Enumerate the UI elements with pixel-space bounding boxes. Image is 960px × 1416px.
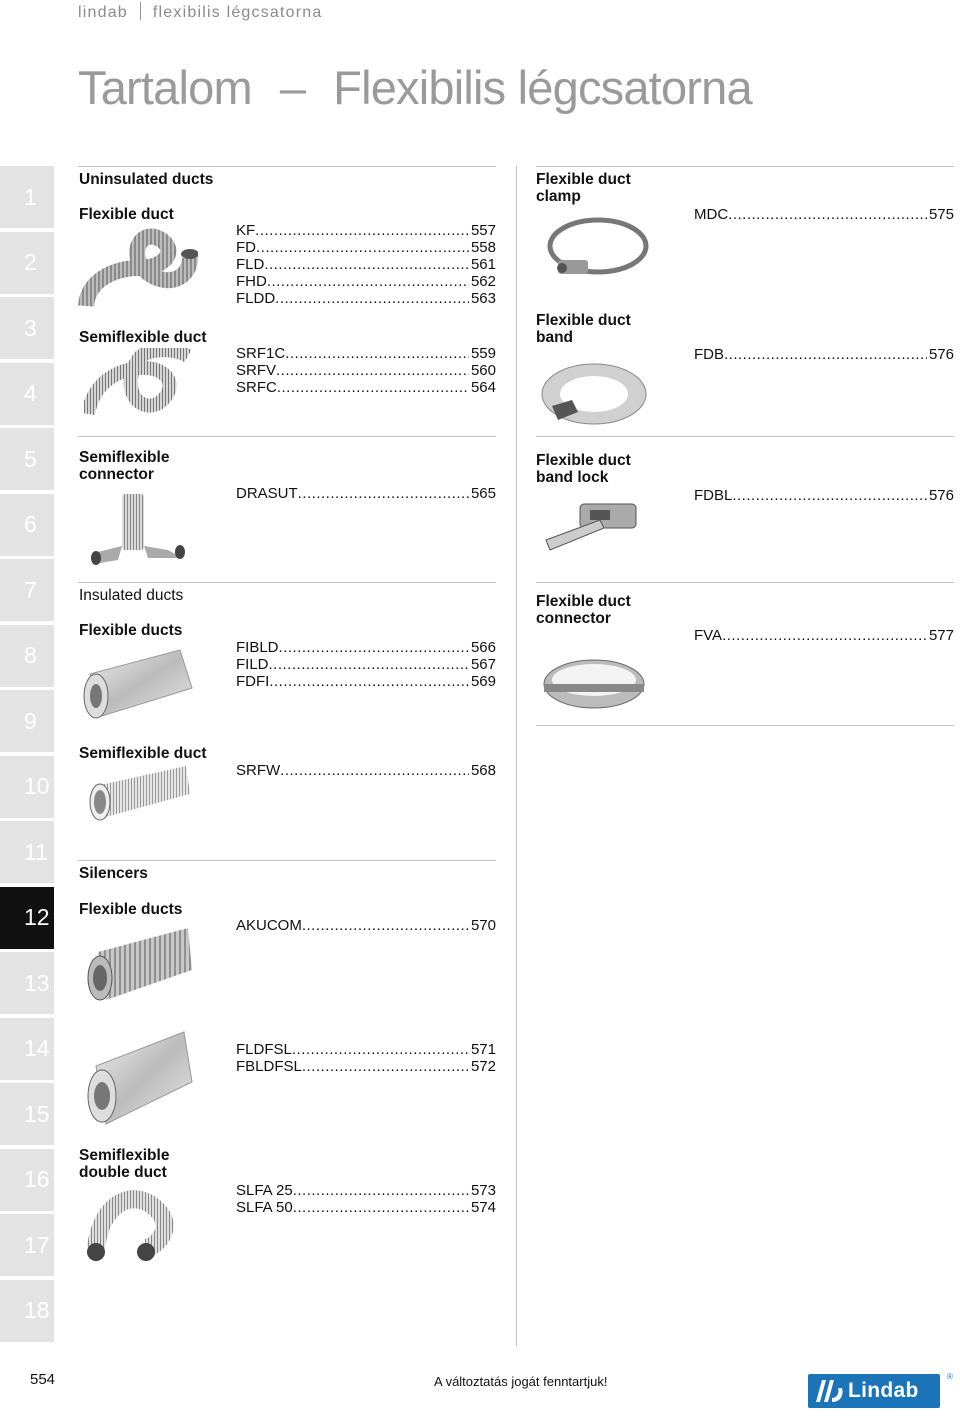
code-page: 572 bbox=[470, 1058, 496, 1075]
code-entry[interactable] bbox=[694, 346, 954, 363]
code-name: FILD bbox=[236, 656, 269, 673]
section-rule bbox=[536, 436, 954, 437]
code-name: SLFA 50 bbox=[236, 1199, 293, 1216]
leader-dots bbox=[275, 290, 469, 307]
code-page: 567 bbox=[470, 656, 496, 673]
connector-codes bbox=[694, 627, 954, 644]
band-lock-image bbox=[540, 496, 650, 556]
section-rule bbox=[78, 436, 496, 437]
chapter-tab-10[interactable]: 10 bbox=[0, 756, 54, 818]
code-page: 576 bbox=[928, 487, 954, 504]
leader-dots bbox=[292, 1041, 469, 1058]
band-codes bbox=[694, 346, 954, 363]
code-page: 577 bbox=[928, 627, 954, 644]
code-entry[interactable] bbox=[236, 656, 496, 673]
semiflexible-ins-codes bbox=[236, 762, 496, 779]
semiflexible-double-label-line1: Semiflexible bbox=[79, 1147, 170, 1164]
code-page: 575 bbox=[928, 206, 954, 223]
band-lock-label-line2: band lock bbox=[536, 469, 609, 486]
chapter-tab-16[interactable]: 16 bbox=[0, 1149, 54, 1211]
page-number: 554 bbox=[30, 1371, 56, 1388]
code-name: SRFV bbox=[236, 362, 277, 379]
code-entry[interactable] bbox=[694, 487, 954, 504]
code-name: SRFW bbox=[236, 762, 281, 779]
code-page: 562 bbox=[470, 273, 496, 290]
code-entry[interactable] bbox=[236, 379, 496, 396]
uninsulated-heading: Uninsulated ducts bbox=[79, 171, 214, 188]
header-brand: lindab bbox=[78, 4, 128, 21]
clamp-label-line2: clamp bbox=[536, 188, 581, 205]
section-rule bbox=[536, 582, 954, 583]
code-page: 558 bbox=[470, 239, 496, 256]
page-title bbox=[78, 60, 752, 115]
header-separator bbox=[140, 2, 141, 20]
code-entry[interactable] bbox=[236, 762, 496, 779]
code-name: FBLDFSL bbox=[236, 1058, 302, 1075]
code-name: AKUCOM bbox=[236, 917, 302, 934]
code-entry[interactable] bbox=[236, 222, 496, 239]
leader-dots bbox=[298, 485, 469, 502]
registered-mark: ® bbox=[947, 1372, 953, 1381]
semiflexible-connector-label-line1: Semiflexible bbox=[79, 449, 170, 466]
lindab-wordmark: Lindab bbox=[848, 1379, 919, 1402]
leader-dots bbox=[264, 256, 469, 273]
leader-dots bbox=[276, 362, 469, 379]
code-page: 568 bbox=[470, 762, 496, 779]
silencer-akucom-image bbox=[84, 922, 194, 1004]
flexible-ducts-label: Flexible ducts bbox=[79, 622, 183, 639]
code-page: 557 bbox=[470, 222, 496, 239]
code-name: MDC bbox=[694, 206, 729, 223]
section-rule bbox=[78, 860, 496, 861]
semiflexible-connector-codes bbox=[236, 485, 496, 502]
chapter-tab-1[interactable]: 1 bbox=[0, 166, 54, 228]
code-entry[interactable] bbox=[694, 206, 954, 223]
header-section: flexibilis légcsatorna bbox=[152, 4, 323, 21]
code-page: 571 bbox=[470, 1041, 496, 1058]
flexible-duct-codes bbox=[236, 222, 496, 307]
code-page: 564 bbox=[470, 379, 496, 396]
chapter-tab-8[interactable]: 8 bbox=[0, 625, 54, 687]
chapter-tab-6[interactable]: 6 bbox=[0, 494, 54, 556]
footer-notice: A változtatás jogát fenntartjuk! bbox=[434, 1374, 608, 1389]
band-image bbox=[538, 360, 650, 428]
insulated-flexible-ducts-image bbox=[80, 644, 194, 724]
code-entry[interactable] bbox=[236, 256, 496, 273]
leader-dots bbox=[293, 1199, 469, 1216]
code-entry[interactable] bbox=[236, 917, 496, 934]
code-entry[interactable] bbox=[236, 639, 496, 656]
connector-label bbox=[536, 593, 631, 627]
code-entry[interactable] bbox=[236, 273, 496, 290]
code-entry[interactable] bbox=[236, 1041, 496, 1058]
semiflexible-double-codes bbox=[236, 1182, 496, 1216]
leader-dots bbox=[269, 656, 469, 673]
chapter-tab-7[interactable]: 7 bbox=[0, 559, 54, 621]
code-name: FVA bbox=[694, 627, 723, 644]
semiflexible-duct-label: Semiflexible duct bbox=[79, 329, 207, 346]
code-name: FIBLD bbox=[236, 639, 279, 656]
leader-dots bbox=[256, 239, 469, 256]
band-label-line2: band bbox=[536, 329, 574, 346]
leader-dots bbox=[728, 206, 927, 223]
band-lock-label-line1: Flexible duct bbox=[536, 452, 631, 469]
semiflexible-connector-label bbox=[79, 449, 169, 483]
code-entry[interactable] bbox=[694, 627, 954, 644]
code-page: 559 bbox=[470, 345, 496, 362]
silencer-codes-2 bbox=[236, 1041, 496, 1075]
code-page: 560 bbox=[470, 362, 496, 379]
chapter-tab-17[interactable]: 17 bbox=[0, 1214, 54, 1276]
leader-dots bbox=[255, 222, 469, 239]
section-rule bbox=[78, 166, 496, 167]
code-entry[interactable] bbox=[236, 673, 496, 690]
semiflexible-double-label bbox=[79, 1147, 169, 1181]
connector-label-line2: connector bbox=[536, 610, 611, 627]
silencers-heading: Silencers bbox=[79, 865, 148, 882]
band-label bbox=[536, 312, 631, 346]
flexible-duct-label: Flexible duct bbox=[79, 206, 174, 223]
band-lock-label bbox=[536, 452, 631, 486]
code-page: 569 bbox=[470, 673, 496, 690]
leader-dots bbox=[267, 273, 469, 290]
insulated-heading: Insulated ducts bbox=[79, 587, 184, 604]
semiflexible-duct-ins-label: Semiflexible duct bbox=[79, 745, 207, 762]
code-name: FLDD bbox=[236, 290, 276, 307]
code-name: FDBL bbox=[694, 487, 733, 504]
title-dash: – bbox=[279, 61, 306, 114]
chapter-tab-12[interactable]: 12 bbox=[0, 887, 54, 949]
code-name: SRFC bbox=[236, 379, 277, 396]
leader-dots bbox=[302, 1058, 469, 1075]
code-entry[interactable] bbox=[236, 1182, 496, 1199]
code-page: 574 bbox=[470, 1199, 496, 1216]
leader-dots bbox=[722, 627, 927, 644]
code-name: KF bbox=[236, 222, 256, 239]
code-name: FLD bbox=[236, 256, 265, 273]
section-rule bbox=[536, 166, 954, 167]
code-entry[interactable] bbox=[236, 345, 496, 362]
code-page: 565 bbox=[470, 485, 496, 502]
silencer-foil-image bbox=[84, 1026, 194, 1126]
code-name: FHD bbox=[236, 273, 267, 290]
code-page: 561 bbox=[470, 256, 496, 273]
chapter-tab-14[interactable]: 14 bbox=[0, 1018, 54, 1080]
leader-dots bbox=[277, 379, 469, 396]
leader-dots bbox=[280, 762, 469, 779]
chapter-tab-11[interactable]: 11 bbox=[0, 821, 54, 883]
insulated-flexible-codes bbox=[236, 639, 496, 690]
code-entry[interactable] bbox=[236, 290, 496, 307]
semiflexible-duct-codes bbox=[236, 345, 496, 396]
code-entry[interactable] bbox=[236, 1199, 496, 1216]
code-entry[interactable] bbox=[236, 239, 496, 256]
clamp-codes bbox=[694, 206, 954, 223]
clamp-label bbox=[536, 171, 631, 205]
clamp-label-line1: Flexible duct bbox=[536, 171, 631, 188]
code-name: DRASUT bbox=[236, 485, 298, 502]
leader-dots bbox=[293, 1182, 469, 1199]
code-name: FD bbox=[236, 239, 256, 256]
section-rule bbox=[536, 725, 954, 726]
code-page: 576 bbox=[928, 346, 954, 363]
title-right: Flexibilis légcsatorna bbox=[333, 61, 752, 114]
running-header bbox=[78, 2, 323, 22]
semiflexible-connector-image bbox=[88, 492, 188, 570]
chapter-tab-15[interactable]: 15 bbox=[0, 1083, 54, 1145]
lindab-mark-icon bbox=[814, 1378, 844, 1404]
chapter-tab-4[interactable]: 4 bbox=[0, 363, 54, 425]
leader-dots bbox=[732, 487, 927, 504]
code-name: FDB bbox=[694, 346, 724, 363]
code-entry[interactable] bbox=[236, 485, 496, 502]
code-page: 573 bbox=[470, 1182, 496, 1199]
connector-image bbox=[538, 634, 650, 714]
section-rule bbox=[78, 582, 496, 583]
code-page: 563 bbox=[470, 290, 496, 307]
title-left: Tartalom bbox=[78, 61, 252, 114]
lindab-logo bbox=[808, 1374, 940, 1408]
code-entry[interactable] bbox=[236, 362, 496, 379]
code-name: FDFI bbox=[236, 673, 270, 690]
chapter-tab-13[interactable]: 13 bbox=[0, 952, 54, 1014]
code-page: 566 bbox=[470, 639, 496, 656]
leader-dots bbox=[269, 673, 469, 690]
semiflexible-connector-label-line2: connector bbox=[79, 466, 154, 483]
band-lock-codes bbox=[694, 487, 954, 504]
code-entry[interactable] bbox=[236, 1058, 496, 1075]
code-name: FLDFSL bbox=[236, 1041, 292, 1058]
leader-dots bbox=[724, 346, 927, 363]
column-divider bbox=[516, 166, 517, 1346]
chapter-tab-3[interactable]: 3 bbox=[0, 297, 54, 359]
silencer-codes-1 bbox=[236, 917, 496, 934]
chapter-tab-5[interactable]: 5 bbox=[0, 428, 54, 490]
band-label-line1: Flexible duct bbox=[536, 312, 631, 329]
flexible-duct-image bbox=[78, 228, 198, 312]
semiflexible-duct-image bbox=[84, 348, 194, 418]
chapter-tab-9[interactable]: 9 bbox=[0, 690, 54, 752]
semiflexible-double-label-line2: double duct bbox=[79, 1164, 167, 1181]
semiflexible-insulated-image bbox=[86, 764, 192, 826]
code-name: SLFA 25 bbox=[236, 1182, 293, 1199]
leader-dots bbox=[285, 345, 469, 362]
code-name: SRF1C bbox=[236, 345, 286, 362]
connector-label-line1: Flexible duct bbox=[536, 593, 631, 610]
chapter-tab-18[interactable]: 18 bbox=[0, 1280, 54, 1342]
chapter-tab-2[interactable]: 2 bbox=[0, 232, 54, 294]
leader-dots bbox=[279, 639, 469, 656]
leader-dots bbox=[302, 917, 469, 934]
code-page: 570 bbox=[470, 917, 496, 934]
flexible-ducts-sil-label: Flexible ducts bbox=[79, 901, 183, 918]
clamp-image bbox=[536, 212, 652, 288]
semiflexible-double-image bbox=[82, 1186, 192, 1274]
